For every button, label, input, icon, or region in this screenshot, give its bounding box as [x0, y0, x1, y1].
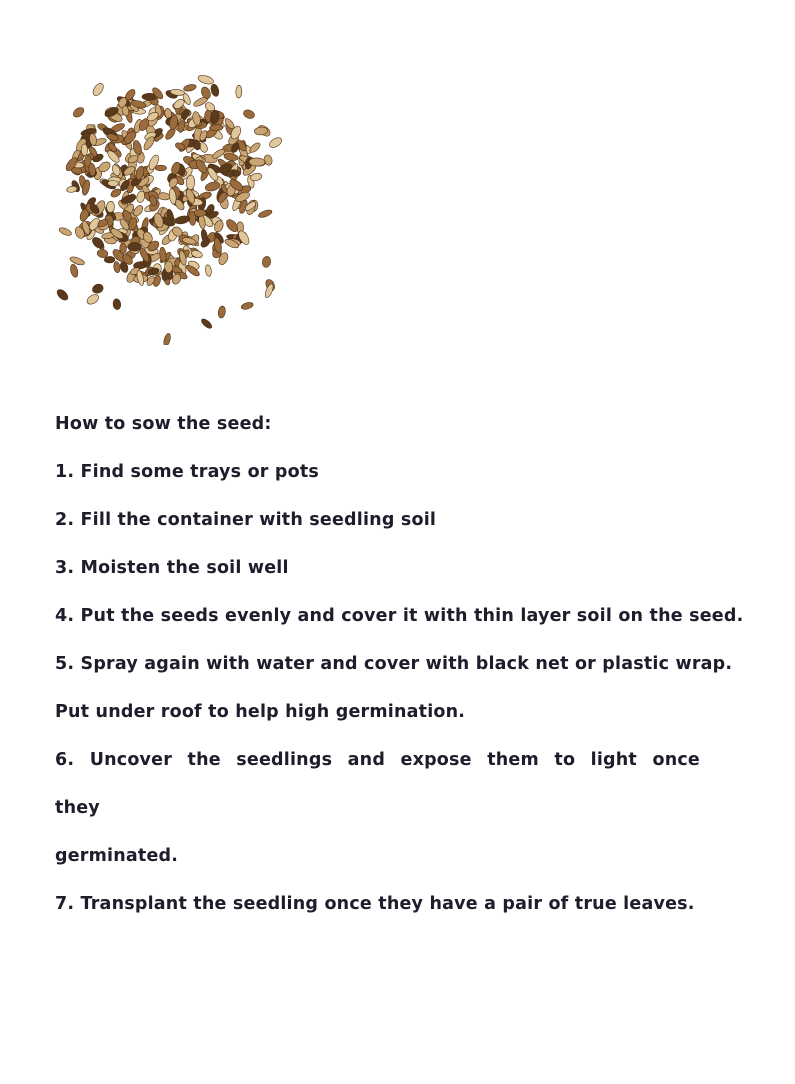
seed [113, 261, 121, 273]
seed [91, 283, 104, 295]
step-line: 7. Transplant the seedling once they have a pair of true leaves. [55, 894, 695, 914]
step-line: germinated. [55, 846, 179, 866]
seed [106, 201, 115, 213]
seed [155, 165, 166, 171]
step-line: 5. Spray again with water and cover with black net or plastic wrap. [55, 654, 733, 674]
seed [72, 106, 86, 119]
seed [217, 306, 226, 319]
seed [69, 264, 79, 278]
seed [210, 83, 220, 97]
seed-pile-image [55, 70, 290, 345]
seed [106, 132, 119, 141]
seed [236, 85, 242, 98]
sowing-instructions [55, 400, 744, 928]
step-line: 4. Put the seeds evenly and cover it with thin layer soil on the seed. [55, 606, 744, 626]
seed [85, 293, 100, 307]
seed [108, 180, 119, 186]
seed [58, 226, 72, 237]
seed [128, 242, 142, 251]
seed [258, 209, 273, 219]
seed [55, 288, 70, 302]
seed [81, 144, 88, 156]
seed [240, 301, 253, 310]
seed [200, 317, 213, 330]
instructions-heading: How to sow the seed: [55, 414, 272, 434]
seed [264, 283, 275, 299]
step-line: 6. Uncover the seedlings and expose them to light once they [55, 750, 700, 818]
step-line: 1. Find some trays or pots [55, 462, 320, 482]
seed [223, 117, 235, 130]
step-line: 2. Fill the container with seedling soil [55, 510, 437, 530]
seed [104, 256, 115, 263]
seed [183, 83, 197, 92]
seed [262, 256, 272, 268]
seed [66, 185, 77, 193]
seed [112, 298, 121, 310]
seed [205, 264, 212, 276]
seed [174, 215, 191, 225]
step-line: 3. Moisten the soil well [55, 558, 289, 578]
seed-cluster [55, 74, 283, 345]
seed [91, 82, 106, 98]
seed [164, 261, 172, 273]
seed [242, 108, 255, 120]
seed [268, 136, 284, 150]
seed [249, 158, 265, 167]
step-line: Put under roof to help high germination. [55, 702, 466, 722]
seed [197, 74, 215, 86]
seed [163, 333, 172, 345]
seed [223, 153, 238, 162]
